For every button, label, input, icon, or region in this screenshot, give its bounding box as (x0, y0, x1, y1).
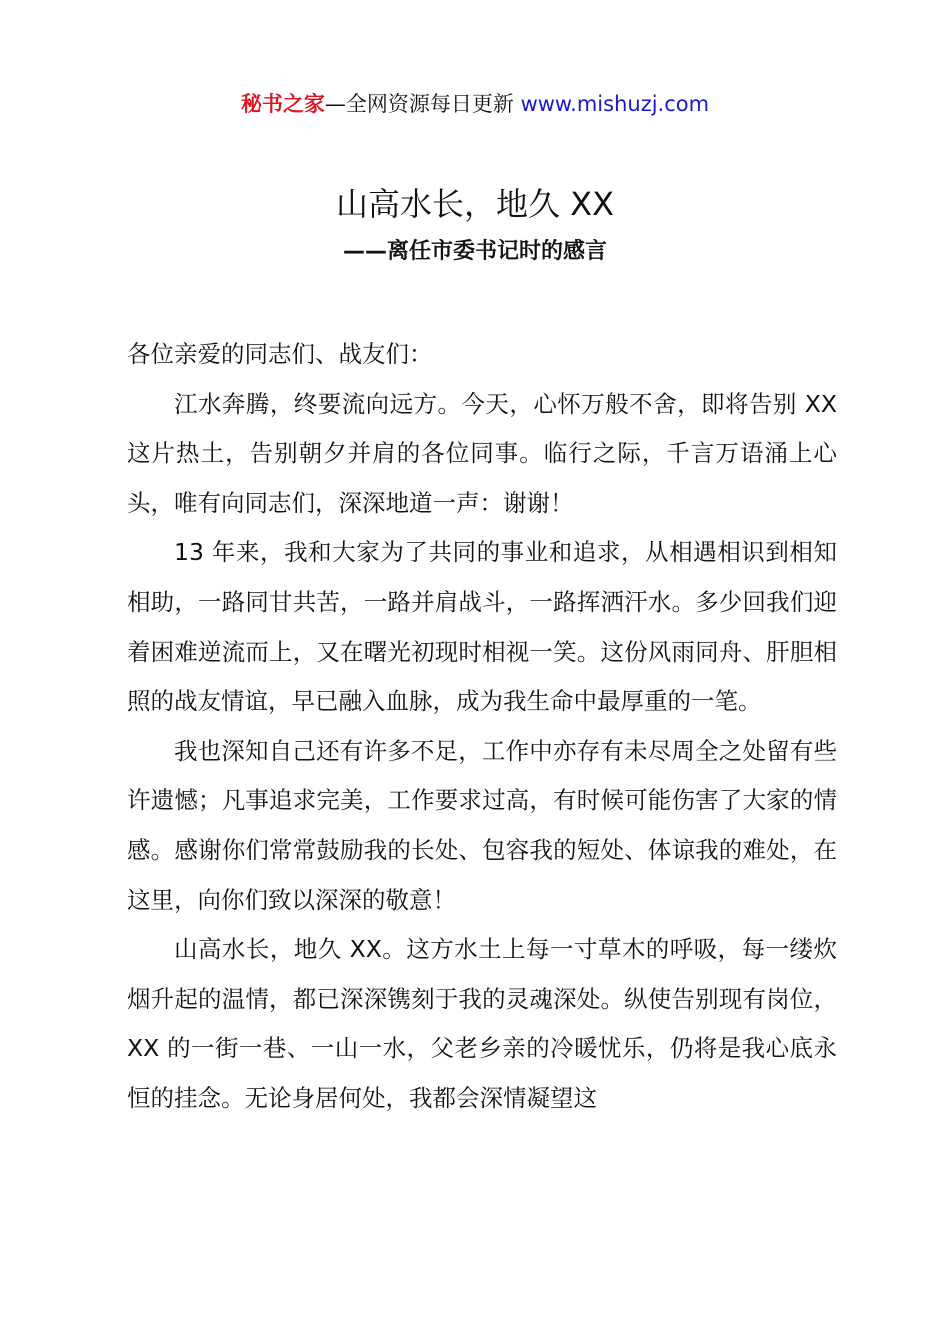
paragraph-2: 13 年来，我和大家为了共同的事业和追求，从相遇相识到相知相助，一路同甘共苦，一路并肩战斗，一路挥洒汗水。多少回我们迎着困难逆流而上，又在曙光初现时相视一笑。这份风雨同舟、肝胆相照的战友情谊，早已融入血脉，成为我生命中最厚重的一笔。 (127, 538, 837, 716)
paragraph-1: 江水奔腾，终要流向远方。今天，心怀万般不舍，即将告别 XX 这片热土，告别朝夕并肩的各位同事。临行之际，千言万语涌上心头，唯有向同志们，深深地道一声：谢谢！ (127, 389, 837, 517)
document-subtitle: ——离任市委书记时的感言 (342, 239, 607, 264)
paragraph-4: 山高水长，地久 XX。这方水土上每一寸草木的呼吸，每一缕炊烟升起的温情，都已深深镌刻于我的灵魂深处。纵使告别现有岗位，XX 的一街一巷、一山一水，父老乡亲的冷暖忧乐，仍将是我心底永恒的挂念。无论身居何处，我都会深情凝望这 (127, 935, 837, 1112)
site-brand: 秘书之家 (240, 92, 325, 116)
site-slogan: —全网资源每日更新 (324, 92, 521, 116)
document-body (127, 330, 837, 1124)
document-title: 山高水长，地久 XX (335, 185, 615, 223)
site-header (0, 88, 950, 120)
site-url-link[interactable]: www.mishuzj.com (520, 92, 710, 116)
paragraph-3: 我也深知自己还有许多不足，工作中亦存有未尽周全之处留有些许遗憾；凡事追求完美，工作要求过高，有时候可能伤害了大家的情感。感谢你们常常鼓励我的长处、包容我的短处、体谅我的难处，在这里，向你们致以深深的敬意！ (127, 736, 837, 914)
salutation: 各位亲爱的同志们、战友们： (127, 340, 433, 368)
